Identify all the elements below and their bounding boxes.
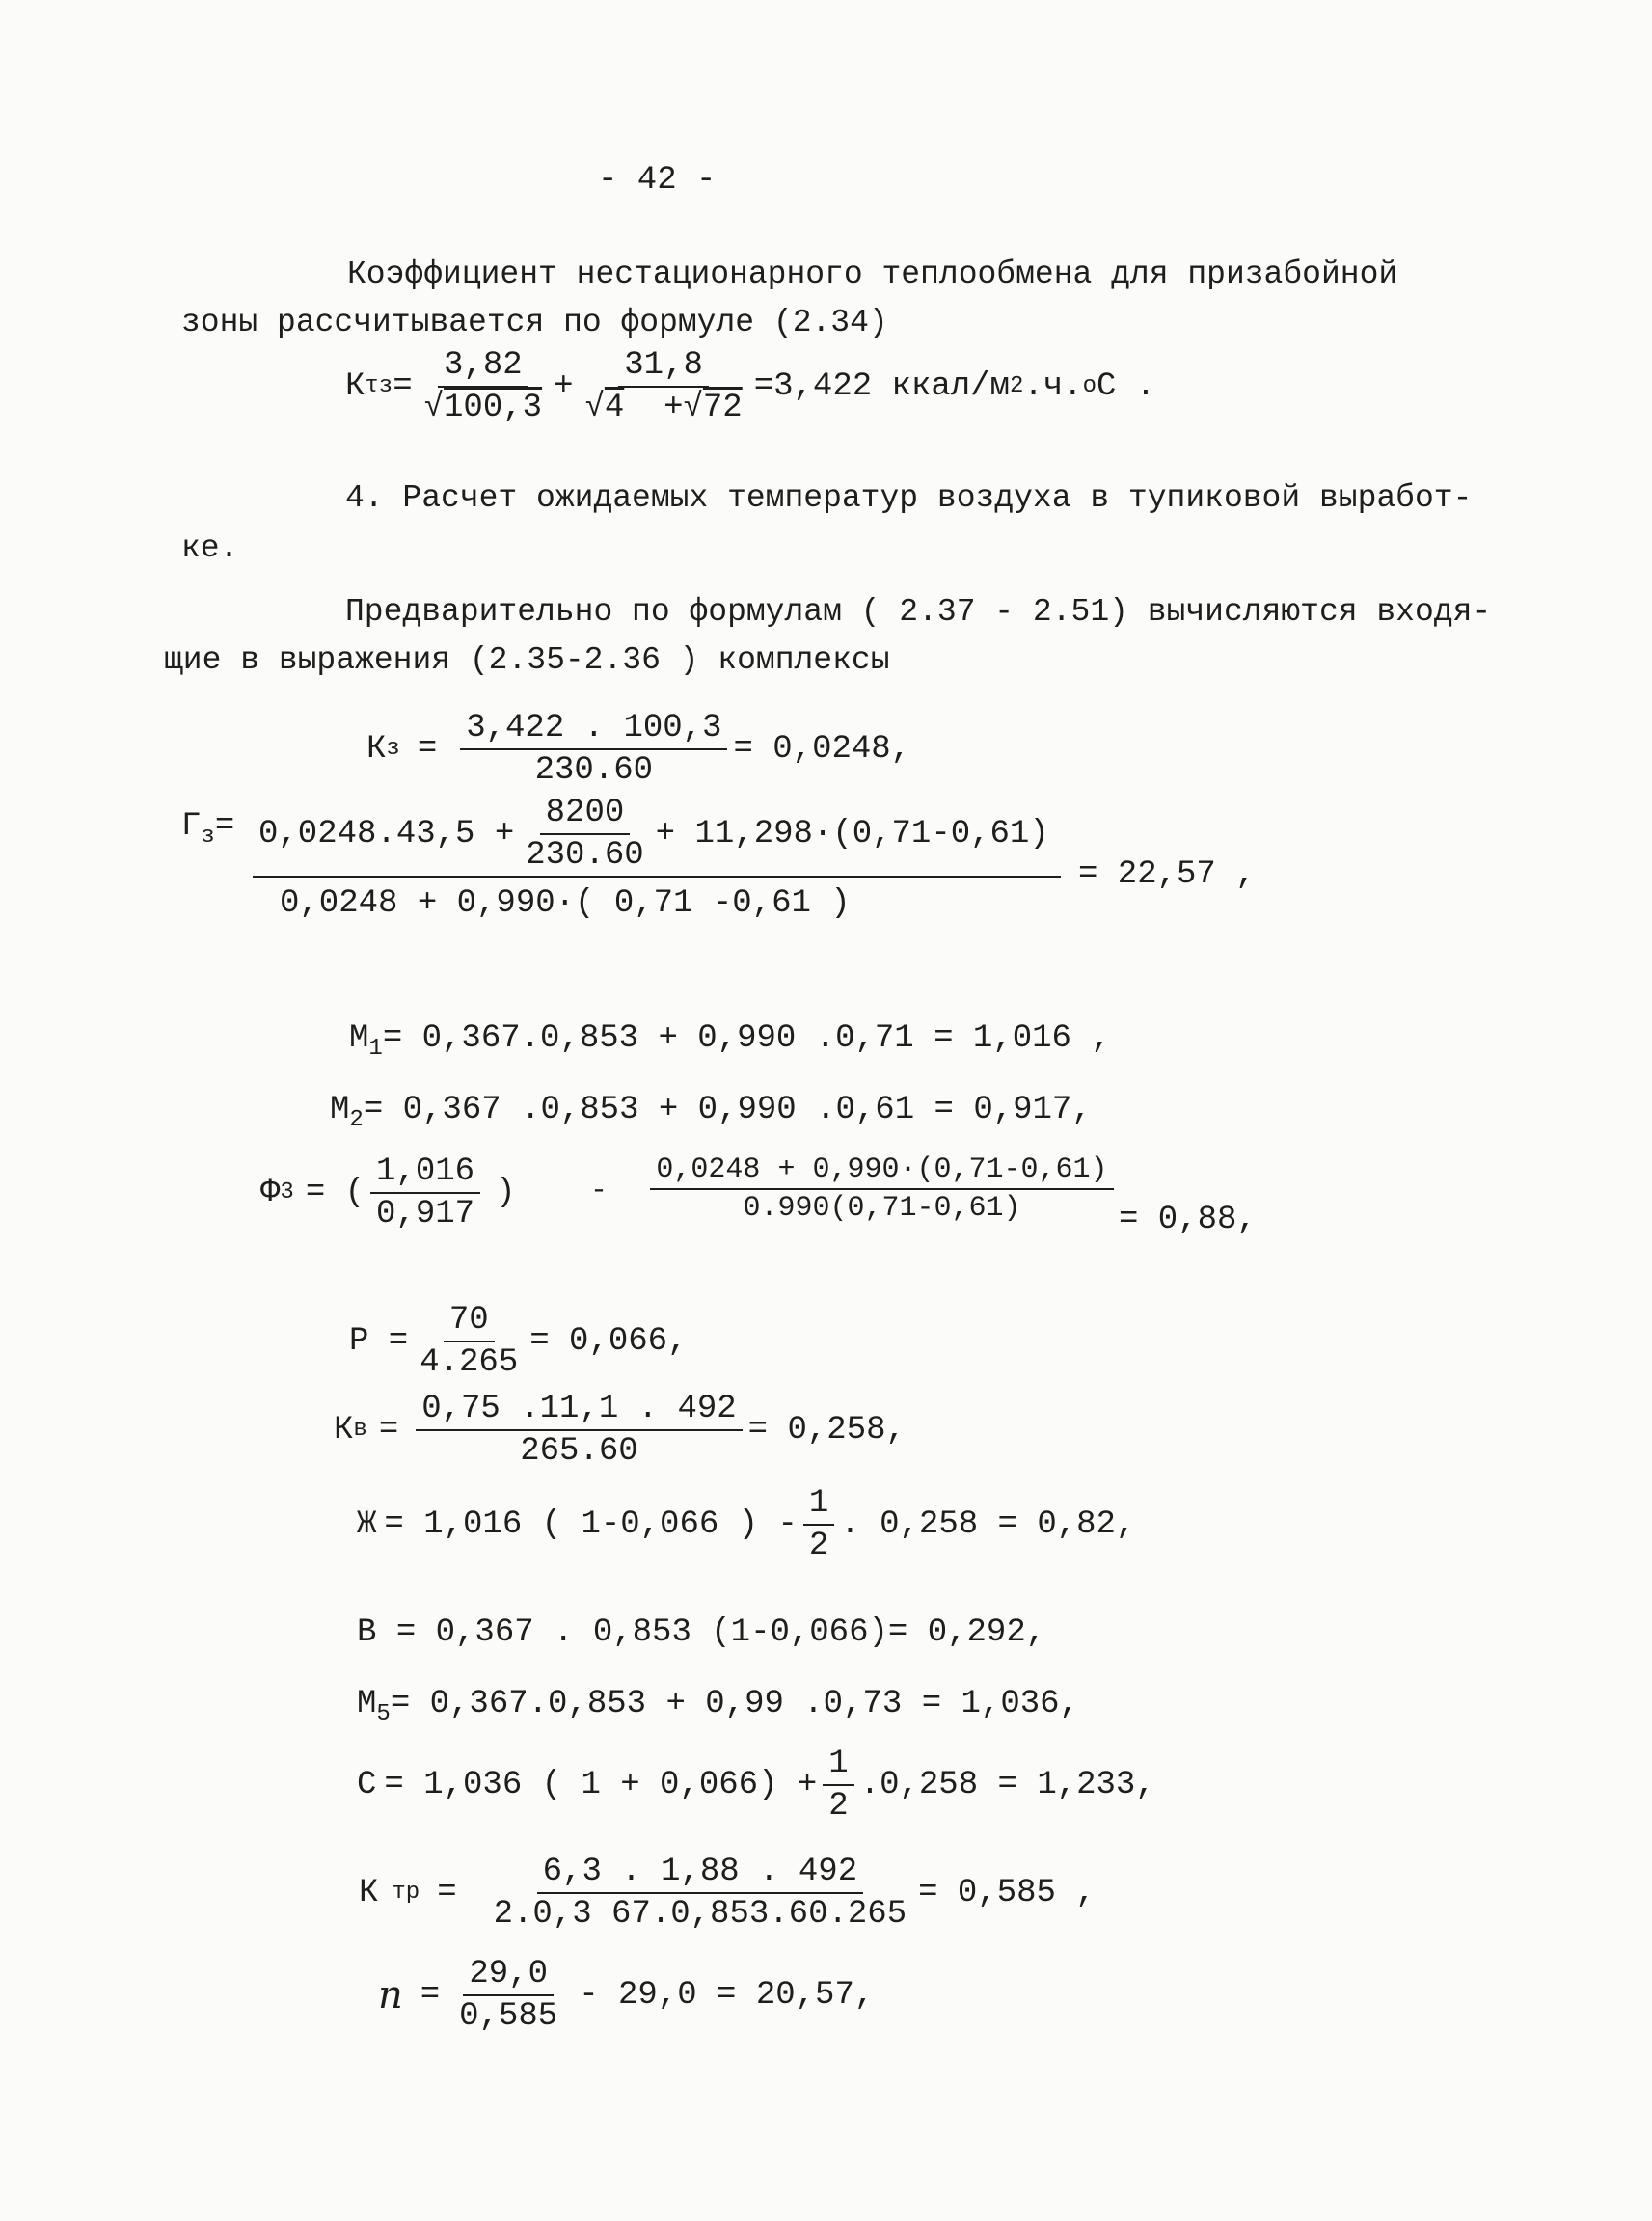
k3-fraction [460, 712, 727, 787]
n-fraction [453, 1958, 563, 2033]
formula-zh [357, 1487, 1135, 1562]
k-tau-f1-num: 3,82 [438, 349, 528, 388]
formula-k-tau [345, 349, 1155, 424]
g3-lhs: Г [181, 808, 202, 845]
k3-den: 230.60 [534, 752, 654, 789]
n-den: 0,585 [459, 1998, 558, 2035]
k-tau-fraction-1: $\frac{3,82}{√100,3}$ [423, 347, 543, 426]
m5-expr: = 0,367.0,853 + 0,99 .0,73 = 1,036, [390, 1686, 1079, 1722]
g3-inner-fraction [520, 797, 649, 872]
ktr-sub: тр [392, 1880, 420, 1906]
g3-inner-den: 230.60 [526, 837, 644, 874]
g3-numerator [258, 797, 1049, 872]
zh-den: 2 [808, 1528, 829, 1564]
k-tau-plus: + [554, 368, 574, 405]
phi3-exp-num: 0,0248 + 0,990·(0,71-0,61) [650, 1155, 1113, 1190]
k-tau-fraction-2: $\frac{31,8}{√4 +√72}$ [584, 347, 743, 426]
g3-eq: = [214, 808, 235, 845]
page-number: - 42 - [598, 162, 717, 199]
prelim-line-1: Предварительно по формулам ( 2.37 - 2.51) вычисляются входя- [345, 594, 1492, 630]
intro-line-1: Коэффициент нестационарного теплообмена для призабойной [347, 257, 1398, 292]
formula-kv [334, 1393, 906, 1468]
c-fraction [823, 1747, 853, 1823]
k-tau-eq: = [393, 368, 413, 405]
ktr-den: 2.0,3 67.0,853.60.265 [493, 1896, 907, 1933]
formula-c [357, 1747, 1155, 1823]
k3-result: = 0,0248, [733, 731, 911, 768]
g3-num-a: 0,0248.43,5 + [258, 816, 515, 853]
kv-fraction [416, 1393, 742, 1468]
m2-sub: 2 [349, 1107, 364, 1133]
c-den: 2 [828, 1788, 849, 1825]
kv-den: 265.60 [520, 1433, 638, 1470]
k-tau-result-sup2: о [1082, 373, 1097, 399]
n-result: - 29,0 = 20,57, [579, 1977, 875, 2014]
formula-n [378, 1958, 874, 2033]
phi3-exp-den: 0.990(0,71-0,61) [743, 1192, 1021, 1225]
phi3-result: = 0,88, [1119, 1202, 1257, 1238]
k-tau-f2-den-plus: + [664, 390, 684, 426]
k-tau-result-end: С . [1097, 368, 1156, 405]
phi3-sub: 3 [280, 1179, 294, 1205]
n-lhs: n [378, 1973, 403, 2018]
phi3-close: ) [496, 1175, 516, 1211]
formula-phi3 [260, 1155, 515, 1231]
g3-result: = 22,57 , [1078, 856, 1256, 893]
prelim-line-2: щие в выражения (2.35-2.36 ) комплексы [164, 642, 890, 678]
ktr-result: = 0,585 , [918, 1875, 1096, 1911]
p-fraction [414, 1304, 524, 1379]
m1-expr: = 0,367.0,853 + 0,990 .0,71 = 1,016 , [382, 1020, 1111, 1057]
g3-denominator: 0,0248 + 0,990·( 0,71 -0,61 ) [280, 885, 851, 922]
p-lhs: Р = [349, 1323, 409, 1360]
ktr-eq: = [437, 1875, 457, 1911]
c-num: 1 [823, 1747, 853, 1786]
zh-fraction [803, 1487, 834, 1562]
n-eq: = [420, 1977, 441, 2014]
p-num: 70 [444, 1304, 495, 1342]
k-tau-result-sup: 2 [1009, 373, 1024, 399]
kv-num: 0,75 .11,1 . 492 [416, 1393, 742, 1431]
b-lhs: В [357, 1614, 377, 1651]
phi3-lhs: Ф [260, 1175, 281, 1211]
kv-sub: в [353, 1417, 367, 1443]
g3-sub: з [201, 824, 215, 850]
k-tau-f1-den: 100,3 [444, 390, 543, 426]
n-num: 29,0 [463, 1958, 554, 1996]
formula-m2 [330, 1094, 1092, 1132]
k-tau-f2-den-b: 72 [702, 390, 743, 426]
zh-expr-a: = 1,016 ( 1-0,066 ) - [384, 1506, 798, 1543]
ktr-lhs: К [359, 1875, 379, 1911]
formula-p [349, 1304, 687, 1379]
g3-fraction-bar [253, 876, 1061, 878]
k-tau-lhs: К [345, 368, 366, 405]
g3-lhs-group [181, 810, 234, 849]
m2-expr: = 0,367 .0,853 + 0,990 .0,61 = 0,917, [363, 1092, 1092, 1128]
zh-num: 1 [803, 1487, 834, 1526]
k3-eq: = [417, 731, 438, 768]
phi3-num: 1,016 [370, 1155, 480, 1194]
k-tau-result-mid: .ч. [1023, 368, 1083, 405]
kv-result: = 0,258, [747, 1412, 906, 1449]
m2-lhs: М [330, 1092, 350, 1128]
g3-num-b: + 11,298·(0,71-0,61) [655, 816, 1049, 853]
k-tau-f2-den-a: 4 [604, 390, 625, 426]
formula-m1 [349, 1022, 1111, 1061]
c-lhs: С [357, 1767, 377, 1803]
formula-b [357, 1616, 1045, 1649]
b-expr: = 0,367 . 0,853 (1-0,066)= 0,292, [395, 1614, 1046, 1651]
k3-lhs: К [366, 731, 387, 768]
phi3-exponent: - $\frac{0,0248 + 0,990\cdot(0,71-0,61)}{0.990(0,71-0,61)}$ [590, 1155, 1120, 1223]
formula-ktr [359, 1855, 1096, 1931]
phi3-eq: = ( [305, 1175, 366, 1211]
section-4-line-1: 4. Расчет ожидаемых температур воздуха в тупиковой выработ- [345, 480, 1473, 516]
k-tau-sub: τз [365, 373, 393, 399]
k-tau-result: =3,422 ккал/м [753, 368, 1010, 405]
m5-lhs: М [357, 1686, 377, 1722]
kv-lhs: К [334, 1412, 354, 1449]
formula-m5 [357, 1688, 1079, 1726]
ktr-num: 6,3 . 1,88 . 492 [537, 1855, 863, 1894]
c-expr-b: .0,258 = 1,233, [859, 1767, 1155, 1803]
k-tau-f2-num: 31,8 [618, 349, 709, 388]
p-den: 4.265 [420, 1344, 519, 1381]
intro-line-2: зоны рассчитывается по формуле (2.34) [181, 305, 888, 340]
ktr-fraction [488, 1855, 912, 1931]
m1-lhs: М [349, 1020, 369, 1057]
k3-sub: з [386, 736, 400, 762]
m5-sub: 5 [376, 1701, 391, 1727]
zh-expr-b: . 0,258 = 0,82, [840, 1506, 1136, 1543]
p-result: = 0,066, [529, 1323, 688, 1360]
section-4-line-2: ке. [181, 530, 239, 566]
m1-sub: 1 [368, 1036, 383, 1062]
g3-inner-num: 8200 [540, 797, 631, 835]
kv-eq: = [378, 1412, 399, 1449]
zh-lhs: Ж [357, 1506, 377, 1543]
phi3-exp-fraction [650, 1155, 1113, 1223]
phi3-den: 0,917 [376, 1196, 475, 1232]
c-expr-a: = 1,036 ( 1 + 0,066) + [384, 1767, 818, 1803]
phi3-fraction [370, 1155, 480, 1231]
formula-k3 [366, 712, 910, 787]
k3-num: 3,422 . 100,3 [460, 712, 727, 750]
